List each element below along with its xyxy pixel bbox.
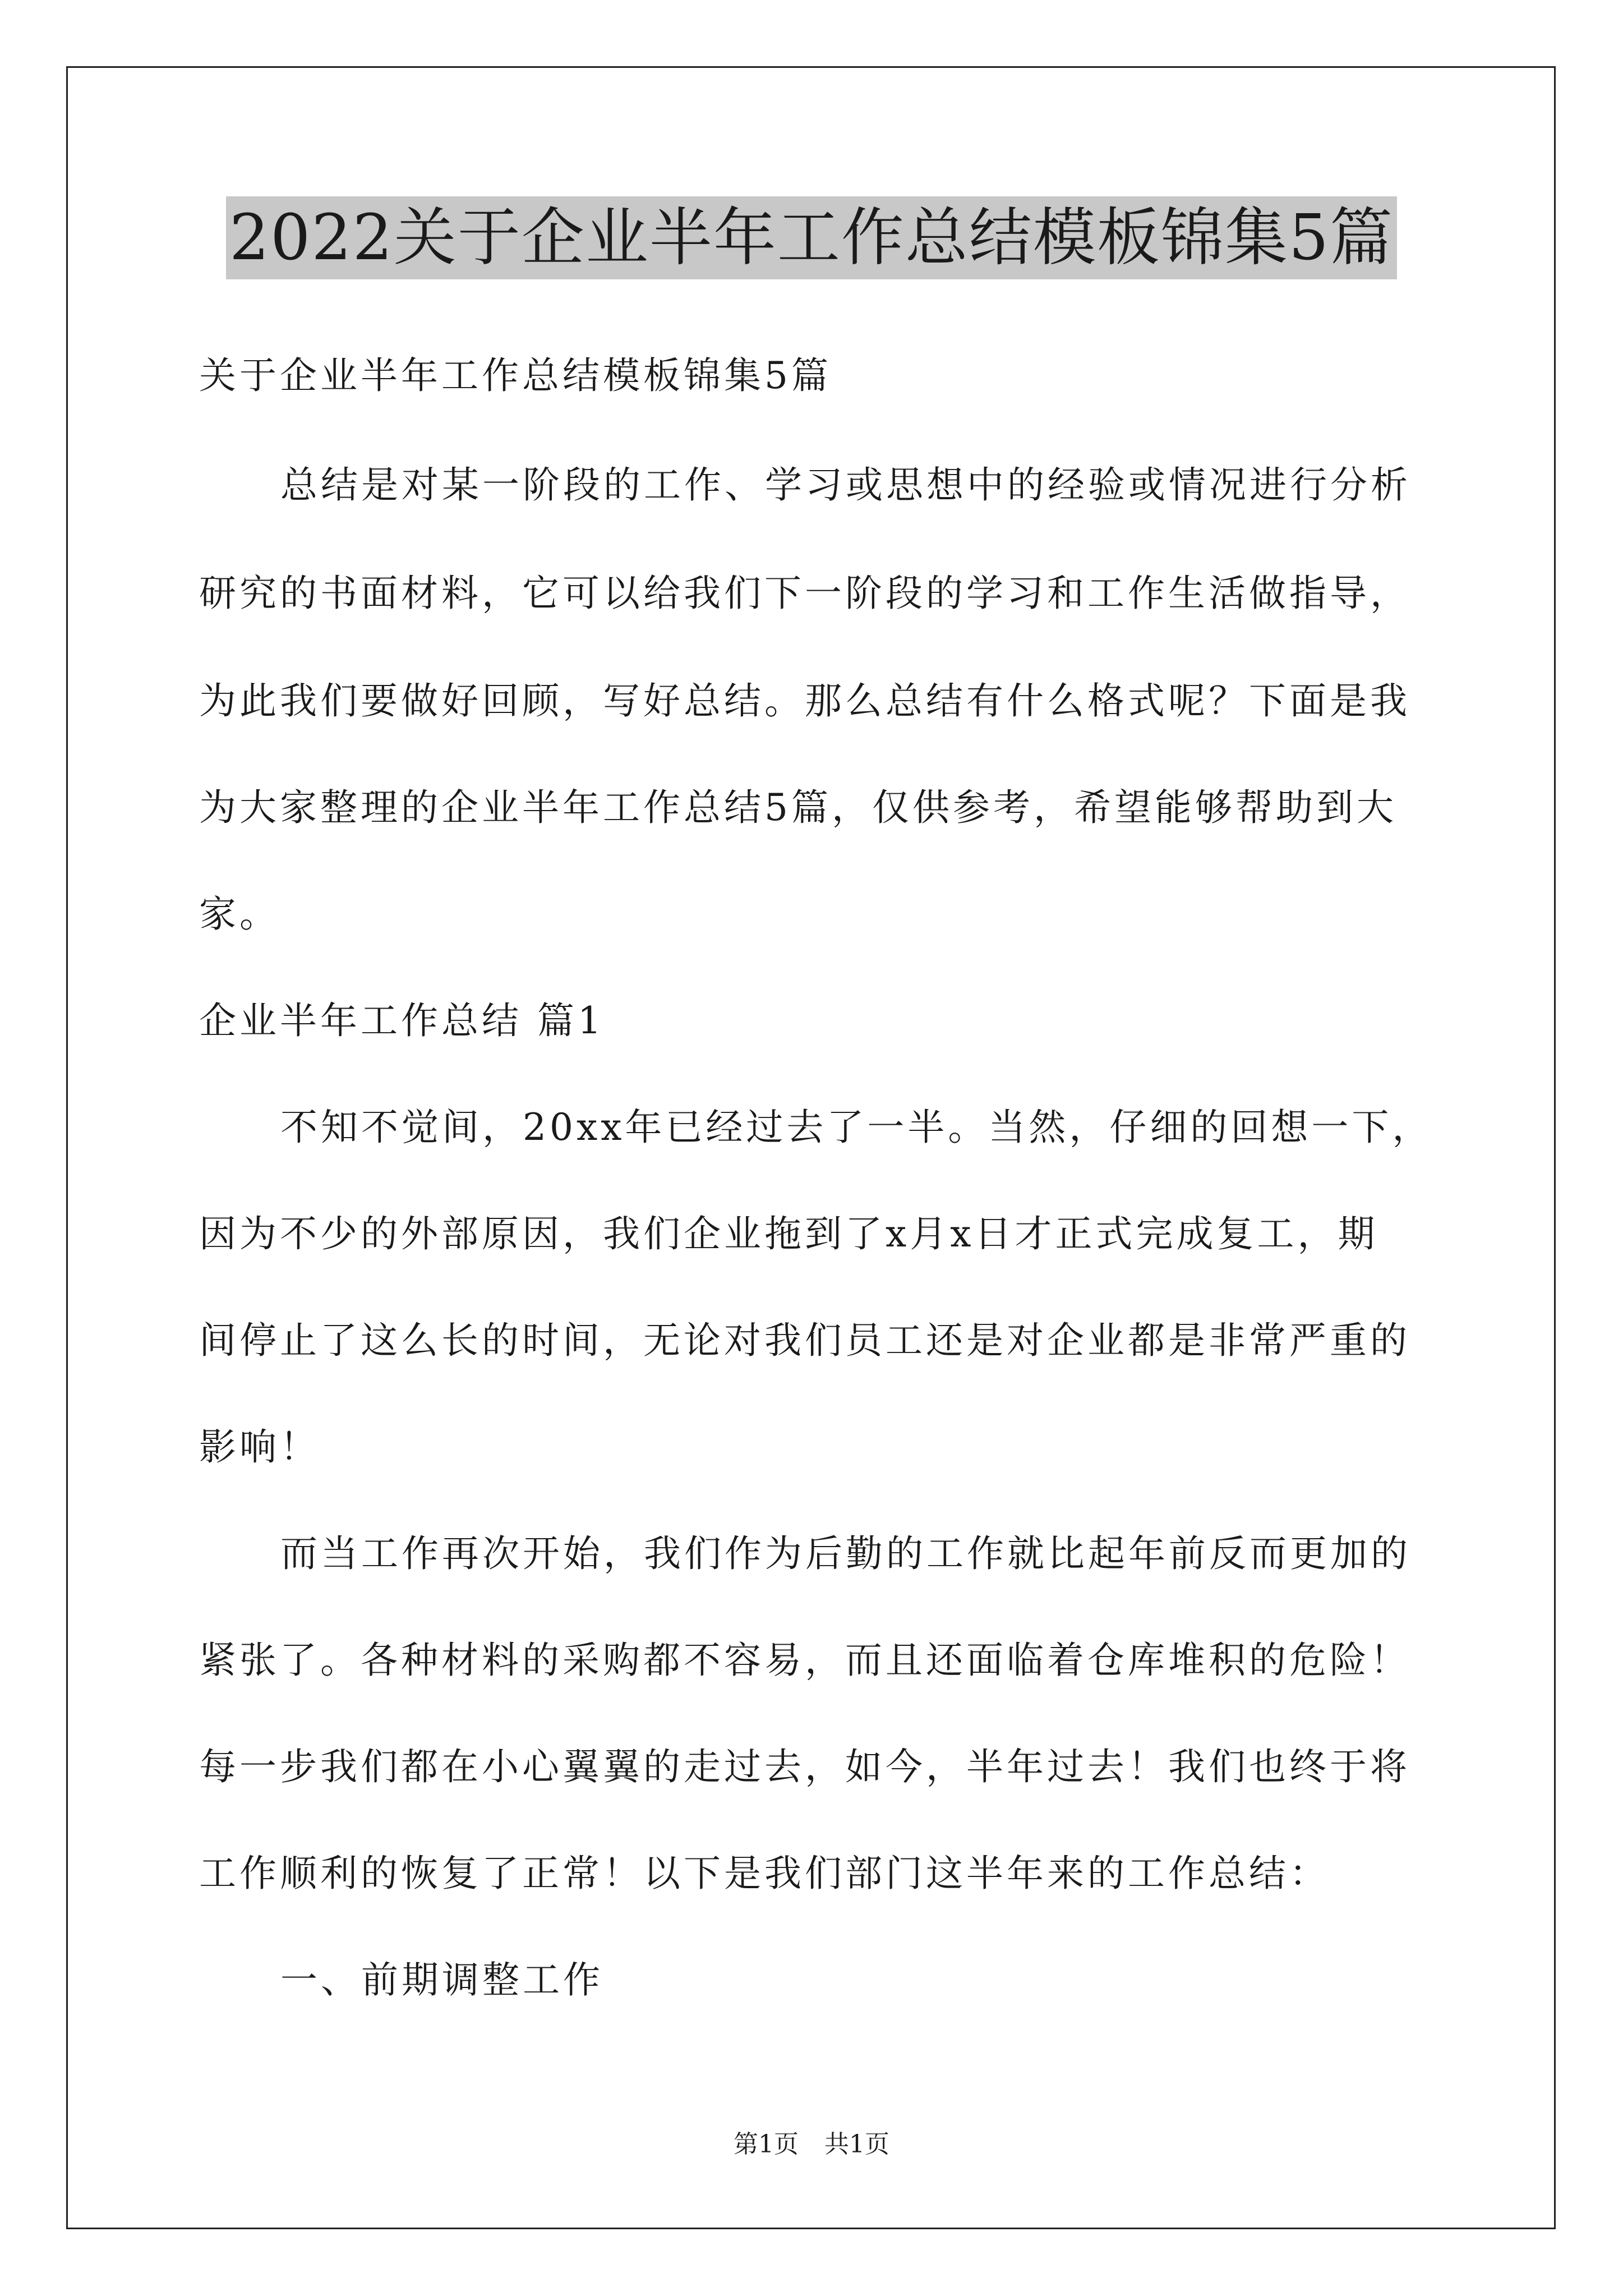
- paragraph-line: 研究的书面材料，它可以给我们下一阶段的学习和工作生活做指导，: [199, 572, 1410, 615]
- paragraph-line: 而当工作再次开始，我们作为后勤的工作就比起年前反而更加的: [280, 1532, 1411, 1575]
- paragraph-line: 紧张了。各种材料的采购都不容易，而且还面临着仓库堆积的危险！: [199, 1639, 1410, 1682]
- title-container: [0, 196, 1623, 279]
- paragraph-line: 不知不觉间，20xx年已经过去了一半。当然，仔细的回想一下，: [280, 1106, 1433, 1149]
- paragraph-line: 总结是对某一阶段的工作、学习或思想中的经验或情况进行分析: [280, 463, 1411, 507]
- subsection-heading: 一、前期调整工作: [280, 1958, 603, 2001]
- section-heading: 企业半年工作总结 篇1: [199, 999, 605, 1042]
- page-footer: [0, 2129, 1623, 2160]
- paragraph-line: 为大家整理的企业半年工作总结5篇，仅供参考，希望能够帮助到大: [199, 786, 1397, 829]
- document-title: 2022关于企业半年工作总结模板锦集5篇: [226, 196, 1397, 279]
- paragraph-line: 家。: [199, 892, 280, 936]
- subtitle-line: 关于企业半年工作总结模板锦集5篇: [199, 354, 832, 397]
- paragraph-line: 为此我们要做好回顾，写好总结。那么总结有什么格式呢？下面是我: [199, 679, 1410, 723]
- paragraph-line: 间停止了这么长的时间，无论对我们员工还是对企业都是非常严重的: [199, 1319, 1410, 1362]
- paragraph-line: 影响！: [199, 1425, 320, 1469]
- page-number: 第1页: [734, 2130, 799, 2159]
- paragraph-line: 因为不少的外部原因，我们企业拖到了x月x日才正式完成复工，期: [199, 1212, 1378, 1255]
- paragraph-line: 每一步我们都在小心翼翼的走过去，如今，半年过去！我们也终于将: [199, 1745, 1410, 1788]
- page-total: 共1页: [824, 2130, 889, 2159]
- paragraph-line: 工作顺利的恢复了正常！以下是我们部门这半年来的工作总结：: [199, 1852, 1330, 1895]
